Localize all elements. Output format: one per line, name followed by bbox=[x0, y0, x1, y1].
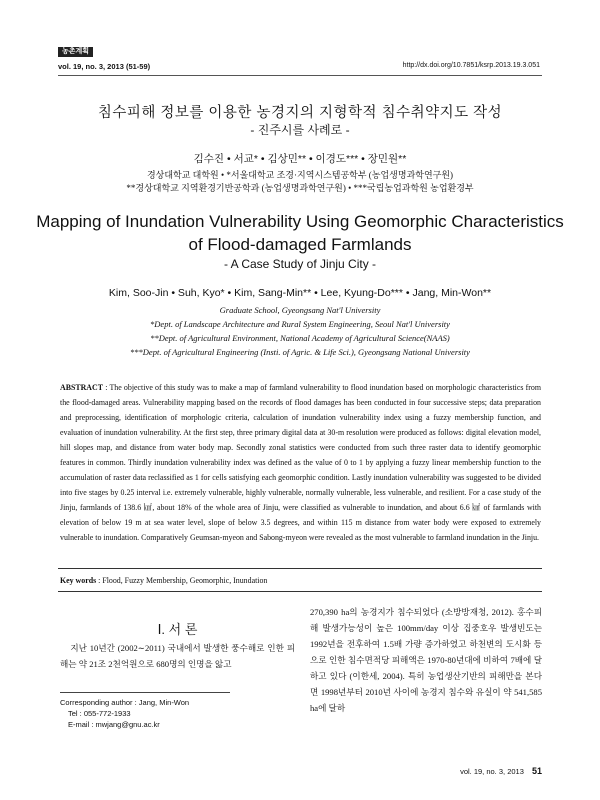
keywords bbox=[60, 576, 541, 585]
footer-issue: vol. 19, no. 3, 2013 bbox=[460, 767, 524, 776]
korean-authors: 김수진 • 서교* • 김상민** • 이경도*** • 장민원** bbox=[193, 153, 407, 165]
abstract-text: : The objective of this study was to make a map of farmland vulnerability to flood inundation based on morphologic characteristics from the flood-damaged areas. Vulnerability mapping based on the records of flood damages has been conducted in four successive steps; data preparation and preprocessing, identification of morphologic criteria, calculation of inundation vulnerability index using a fuzzy membership function, and evaluation of inundation vulnerability. At the first step, three primary digital data at 30-m resolution were produced as follows: digital elevation model, hill slopes map, and distance from water body map. Secondly zonal statistics were conducted from such three raster data to identify geomorphic features in common. Thirdly inundation vulnerability index was defined as the value of 0 to 1 by applying a fuzzy linear membership function to the accumulation of raster data reclassified as 1 for cells satisfying each geomorphic condition. Lastly inundation vulnerability was suggested to be divided into five stages by 0.25 interval i.e. extremely vulnerable, highly vulnerable, normally vulnerable, less vulnerable, and resilient. For a case study of the Jinju, farmlands of 138.6 ㎢, about 18% of the whole area of Jinju, were classified as vulnerable to inundation, and about 6.6 ㎢ of farmlands with elevation of below 19 m at sea water level, slope of below 3.5 degrees, and within 115 m distance from water body were exposed to extremely vulnerable to inundation. Comparatively Geumsan-myeon and Sabong-myeon were revealed as the most vulnerable to farmland inundation in the Jinju. bbox=[60, 383, 541, 542]
english-affiliation-2: *Dept. of Landscape Architecture and Rural System Engineering, Seoul Nat'l University bbox=[150, 319, 450, 329]
section-title: Ⅰ. 서 론 bbox=[157, 622, 198, 637]
keywords-rule-bottom bbox=[58, 591, 542, 592]
english-affiliation-4: ***Dept. of Agricultural Engineering (Insti. of Agric. & Life Sci.), Gyeongsang National University bbox=[130, 347, 470, 357]
page-number: 51 bbox=[531, 766, 542, 776]
korean-title: 침수피해 정보를 이용한 농경지의 지형학적 침수취약지도 작성 bbox=[97, 105, 503, 121]
doi-link[interactable]: http://dx.doi.org/10.7851/ksrp.2013.19.3.051 bbox=[402, 62, 540, 69]
author-email[interactable]: E-mail : mwjang@gnu.ac.kr bbox=[68, 720, 160, 729]
header-rule bbox=[58, 75, 542, 76]
abstract-label: ABSTRACT bbox=[60, 383, 103, 392]
author-tel: Tel : 055-772-1933 bbox=[68, 709, 131, 718]
keywords-text: : Flood, Fuzzy Membership, Geomorphic, Inundation bbox=[98, 576, 268, 585]
intro-right-column: 270,390 ha의 농경지가 침수되었다 (소방방재청, 2012). 홍수피해 발생가능성이 높은 100mm/day 이상 집중호우 발생빈도는 1992년을 전후하여 1.5배 가량 증가하였고 하천변의 도시화 등으로 인한 침수면적당 피해액은 1970-80년대에 비하여 7배에 달하고 있다 (이한세, 2004). 특히 농업생산기반의 피해만을 본다면 1998년부터 2010년 사이에 농경지 침수와 유실이 약 541,585 ha에 달하 bbox=[310, 607, 542, 713]
footnote-rule bbox=[60, 692, 230, 693]
english-title-line-2: of Flood-damaged Farmlands bbox=[188, 235, 412, 254]
abstract bbox=[60, 380, 541, 545]
korean-subtitle: - 진주시를 사례로 - bbox=[250, 123, 350, 137]
keywords-rule-top bbox=[58, 568, 542, 569]
keywords-label: Key words bbox=[60, 576, 97, 585]
volume-info: vol. 19, no. 3, 2013 (51-59) bbox=[58, 62, 151, 71]
korean-affiliation-2: **경상대학교 지역환경기반공학과 (농업생명과학연구원) • ***국립농업과학원 농업환경부 bbox=[126, 183, 474, 193]
english-affiliation-3: **Dept. of Agricultural Environment, National Academy of Agricultural Science(NAAS) bbox=[150, 333, 450, 343]
english-authors: Kim, Soo-Jin • Suh, Kyo* • Kim, Sang-Min** • Lee, Kyung-Do*** • Jang, Min-Won** bbox=[108, 287, 492, 299]
page-footer bbox=[460, 766, 542, 776]
english-title-line-1: Mapping of Inundation Vulnerability Using Geomorphic Characteristics bbox=[36, 212, 564, 231]
english-affiliation-1: Graduate School, Gyeongsang Nat'l University bbox=[219, 305, 381, 315]
english-subtitle: - A Case Study of Jinju City - bbox=[223, 257, 377, 271]
journal-badge: 농촌계획 bbox=[58, 47, 93, 57]
footnote bbox=[60, 697, 189, 730]
corresponding-author: Corresponding author : Jang, Min-Won bbox=[60, 698, 190, 707]
intro-left-column: 지난 10년간 (2002∼2011) 국내에서 발생한 풍수해로 인한 피해는 약 21조 2천억원으로 680명의 인명을 앓고 bbox=[60, 643, 295, 669]
korean-affiliation-1: 경상대학교 대학원 • *서울대학교 조경·지역시스템공학부 (농업생명과학연구원) bbox=[146, 170, 454, 180]
